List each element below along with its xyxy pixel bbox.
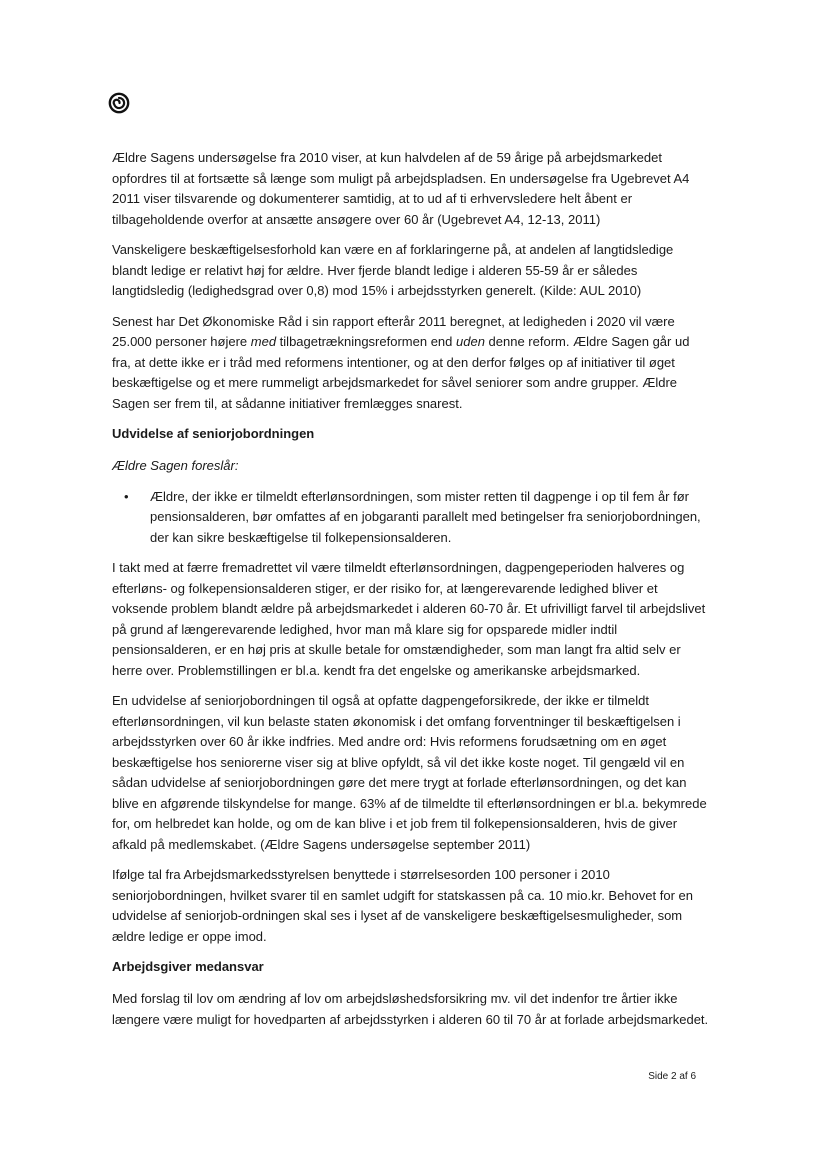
section-heading: Udvidelse af seniorjobordningen (112, 426, 315, 441)
bullet-icon: • (124, 488, 129, 504)
paragraph: Vanskeligere beskæftigelsesforhold kan være en af forklaringerne på, at andelen af langtidsledige blandt ledige er relativt høj for ældre. Hver fjerde blandt ledige i alderen 55-59 år er således langtidsledig (ledighedsgrad over 0,8) mod 15% i arbejdsstyrken generelt. (Kilde: AUL 2010) (112, 242, 674, 298)
page-number: Side 2 af 6 (648, 1071, 696, 1082)
document-body (112, 148, 710, 1040)
spiral-logo-icon (108, 92, 130, 114)
proposal-intro: Ældre Sagen foreslår: (112, 458, 239, 473)
list-item: • Ældre, der ikke er tilmeldt efterlønsordningen, som mister retten til dagpenge i op til fem år før pensionsalderen, bør omfattes af en jobgaranti parallelt med betingelser fra seniorjobordningen, der kan sikre beskæftigelse til folkepensionsalderen. (124, 488, 701, 545)
paragraph: Med forslag til lov om ændring af lov om arbejdsløshedsforsikring mv. vil det indenfor tre årtier ikke længere være muligt for hovedparten af arbejdsstyrken i alderen 60 til 70 år at forlade arbejdsmarkedet. (112, 991, 709, 1027)
paragraph: I takt med at færre fremadrettet vil være tilmeldt efterlønsordningen, dagpengeperioden halveres og efterløns- og folkepensionsalderen stiger, er der risiko for, at længerevarende ledighed bliver et voksende problem blandt ældre på arbejdsmarkedet i alderen 60-70 år. Et ufrivilligt farvel til arbejdslivet på grund af længerevarende ledighed, hvor man må klare sig for opsparede midler indtil pensionsalderen, er en høj pris at skulle betale for omstændigheder, som man langt fra altid selv er herre over. Problemstillingen er bl.a. kendt fra det engelske og amerikanske arbejdsmarked. (112, 560, 706, 678)
paragraph: En udvidelse af seniorjobordningen til også at opfatte dagpengeforsikrede, der ikke er tilmeldt efterlønsordningen, vil kun belaste staten økonomisk i det omfang forventninger til beskæftigelsen i arbejdsstyrken over 60 år ikke indfries. Med andre ord: Hvis reformens forudsætning om en øget beskæftigelse hos seniorerne viser sig at blive opfyldt, så vil det ikke koste noget. Til gengæld vil en sådan udvidelse af seniorjobordningen gøre det mere trygt at forlade efterlønsordningen, og det kan blive en afgørende tilskyndelse for mange. 63% af de tilmeldte til efterlønsordningen er bl.a. bekymrede for, om helbredet kan holde, og om de kan blive i et job frem til folkepensionsalderen, hvis de giver afkald på medlemskabet. (Ældre Sagens undersøgelse september 2011) (112, 693, 707, 852)
paragraph: Senest har Det Økonomiske Råd i sin rapport efterår 2011 beregnet, at ledigheden i 2020 vil være 25.000 personer højere med tilbagetrækningsreformen end uden denne reform. Ældre Sagen går ud fra, at dette ikke er i tråd med reformens intentioner, og at den derfor følges op af initiativer til øget beskæftigelse og et mere rummeligt arbejdsmarkedet for såvel seniorer som andre grupper. Ældre Sagen ser frem til, at sådanne initiativer fremlægges snarest. (112, 313, 690, 411)
paragraph: Ældre Sagens undersøgelse fra 2010 viser, at kun halvdelen af de 59 årige på arbejdsmarkedet opfordres til at fortsætte så længe som muligt på arbejdspladsen. En undersøgelse fra Ugebrevet A4 2011 viser tilsvarende og dokumenterer samtidig, at to ud af ti erhvervsledere helt åbent er tilbageholdende overfor at ansætte ansøgere over 60 år (Ugebrevet A4, 12-13, 2011) (112, 150, 690, 227)
section-heading: Arbejdsgiver medansvar (112, 959, 264, 974)
emphasis-uden: uden (456, 334, 485, 349)
paragraph: Ifølge tal fra Arbejdsmarkedsstyrelsen benyttede i størrelsesorden 100 personer i 2010 seniorjobordningen, hvilket svarer til en samlet udgift for statskassen på ca. 10 mio.kr. Behovet for en udvidelse af seniorjob-ordningen skal ses i lyset af de vanskeligere beskæftigelsesmuligheder, som ældre ledige er oppe imod. (112, 867, 693, 944)
emphasis-med: med (250, 334, 277, 349)
proposal-list (112, 487, 710, 549)
